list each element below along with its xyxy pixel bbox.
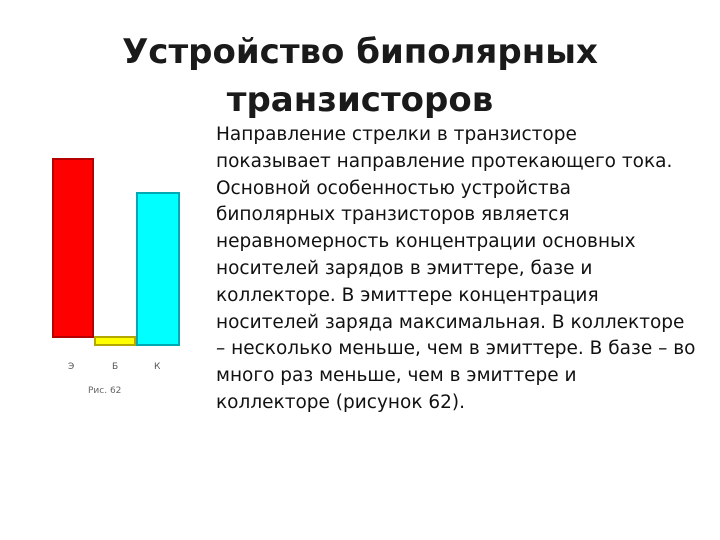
emitter-label: Э <box>68 362 75 372</box>
emitter-bar <box>52 158 94 338</box>
base-bar <box>94 336 136 346</box>
collector-label: К <box>154 362 161 372</box>
figure-caption: Рис. 62 <box>88 386 122 396</box>
title-line-2: транзисторов <box>226 80 494 120</box>
slide-title <box>40 28 680 124</box>
base-label: Б <box>112 362 119 372</box>
collector-bar <box>136 192 180 346</box>
title-line-1: Устройство биполярных <box>122 32 598 72</box>
figure-62 <box>40 140 200 410</box>
slide-body-text: Направление стрелки в транзисторе показывает направление протекающего тока. Основной особенностью устройства биполярных транзисторов является неравномерность концентрации основных носителей зарядов в эмиттере, базе и коллекторе. В эмиттере концентрация носителей заряда максимальная. В коллекторе – несколько меньше, чем в эмиттере. В базе – во много раз меньше, чем в эмиттере и коллекторе (рисунок 62). <box>216 124 696 413</box>
